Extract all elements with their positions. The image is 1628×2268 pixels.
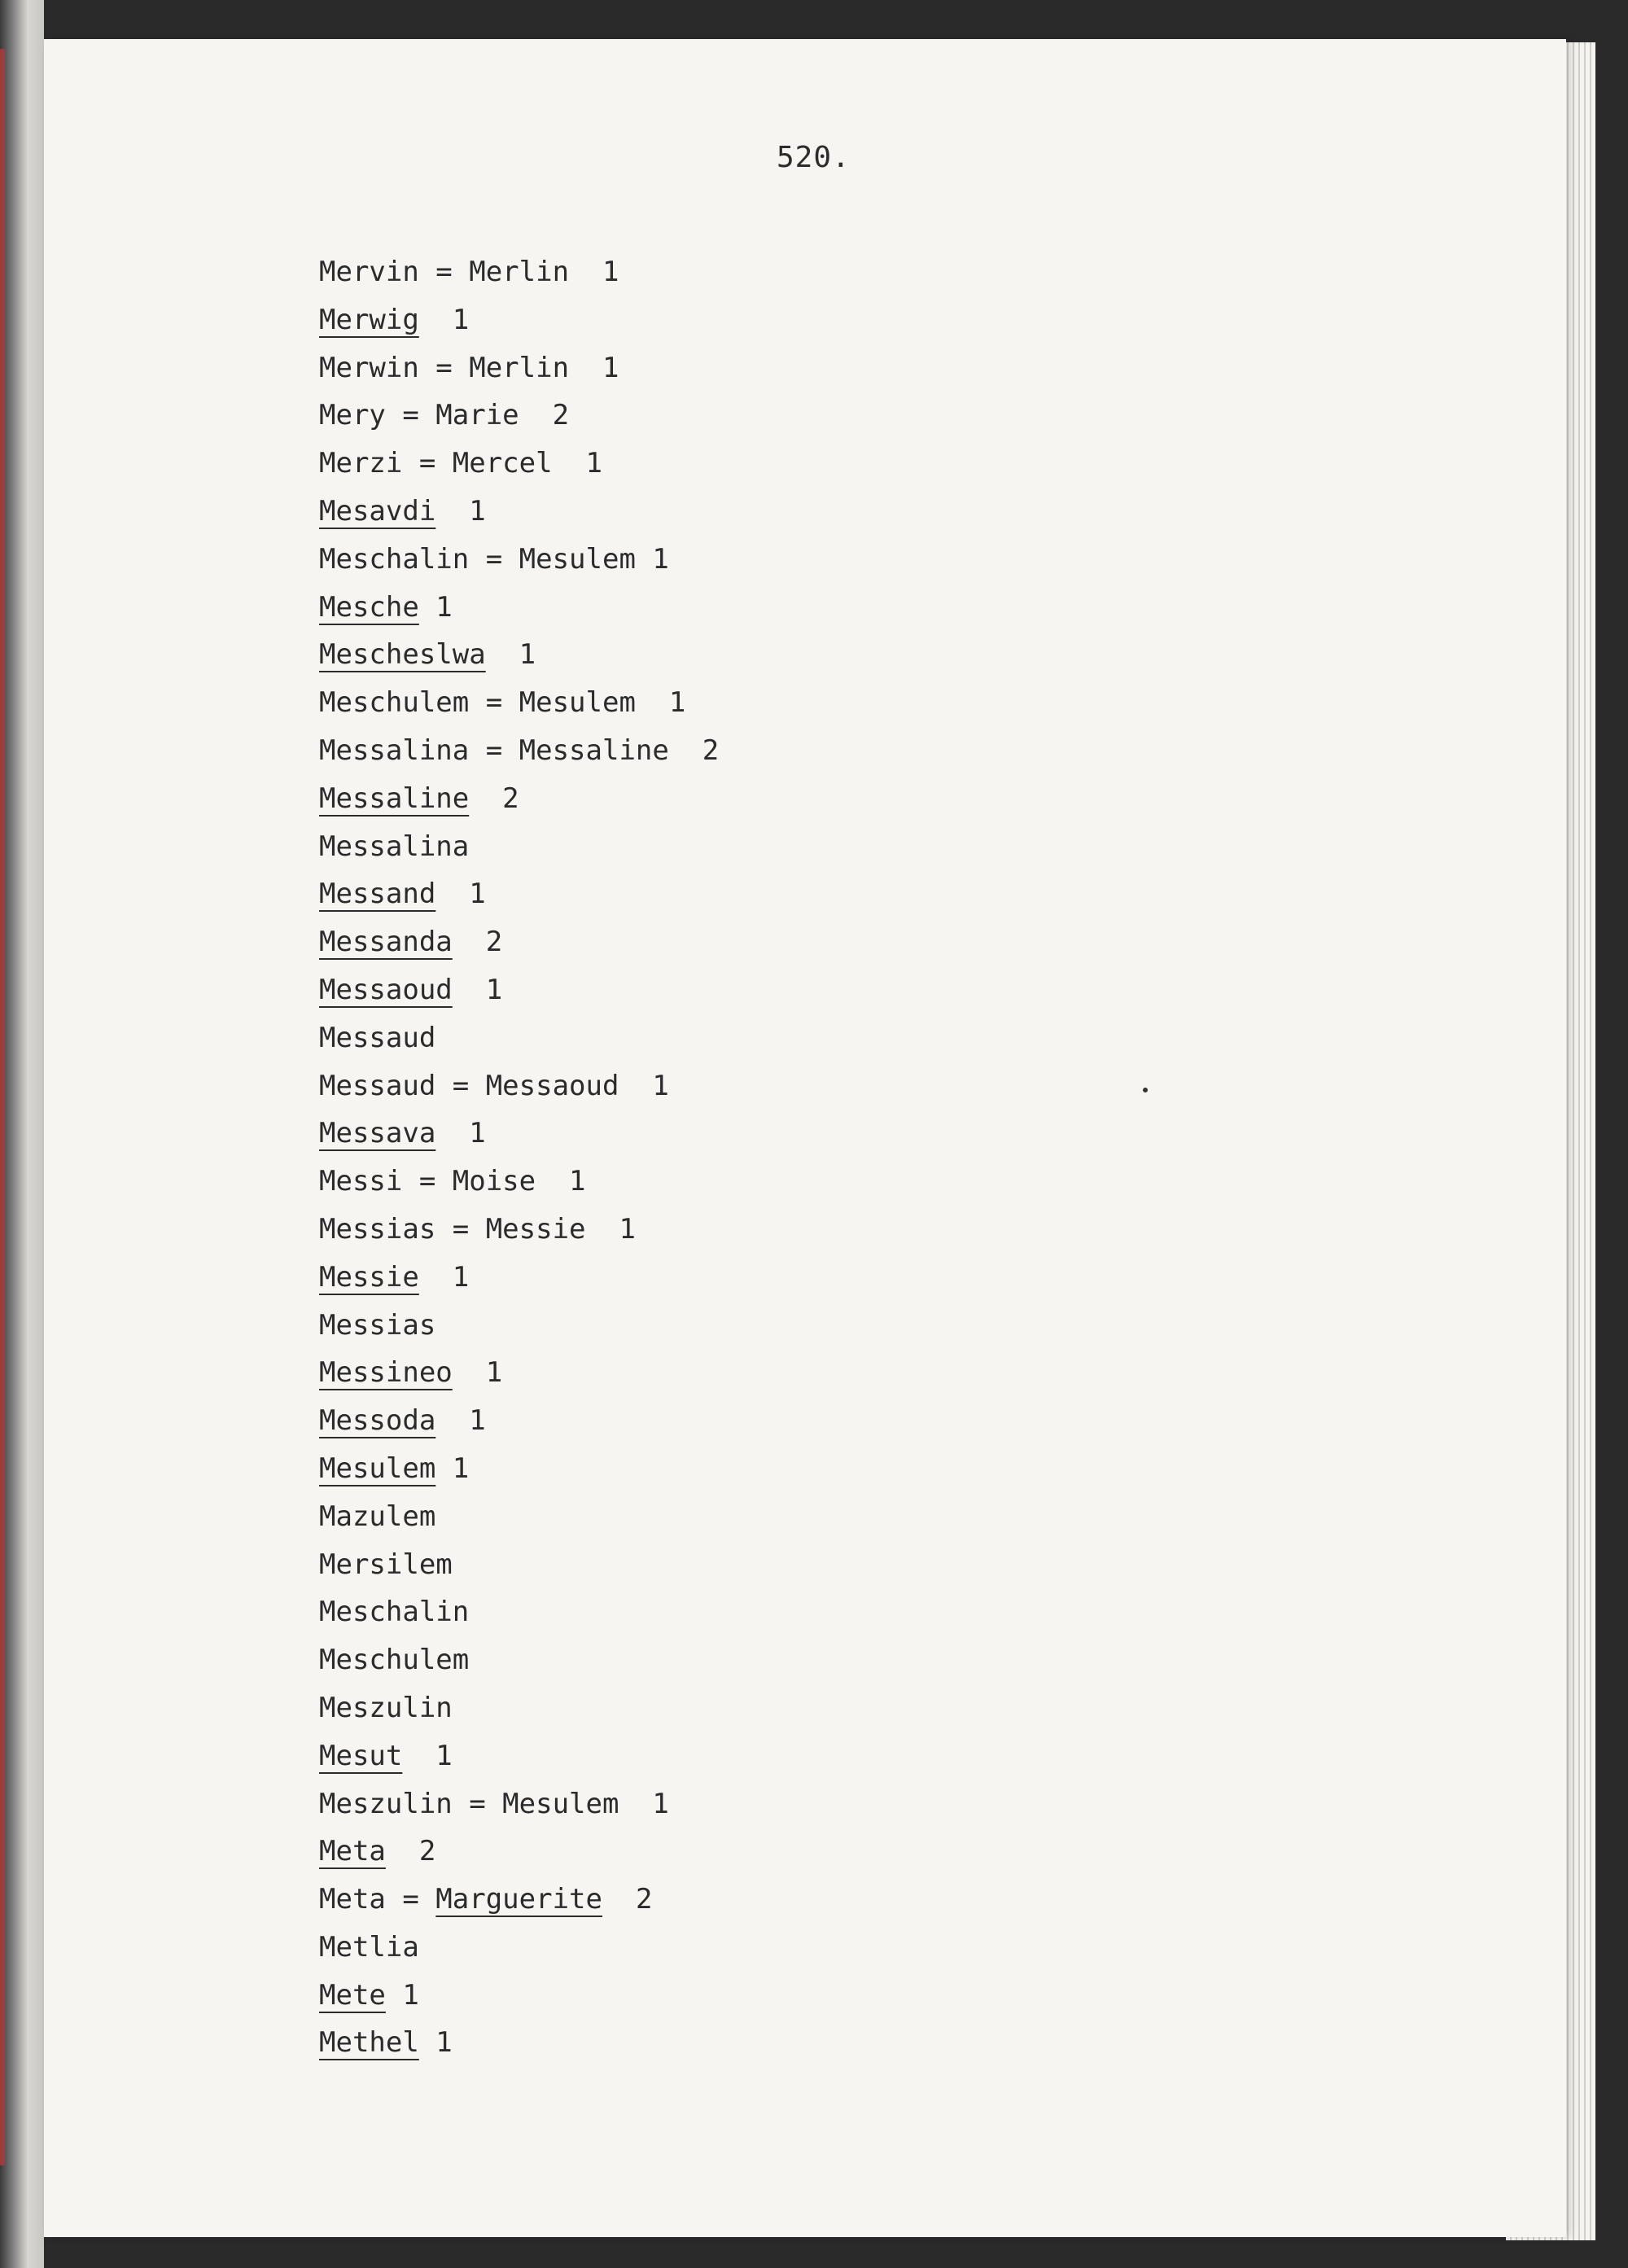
index-entry <box>319 685 719 733</box>
entry-text: 1 <box>435 1117 486 1150</box>
underlined-name: Mesavdi <box>319 494 436 528</box>
entry-text: Mersilem <box>319 1548 453 1581</box>
index-entry <box>319 1020 719 1068</box>
entry-text: Messias <box>319 1308 436 1342</box>
underlined-name: Messaoud <box>319 973 453 1006</box>
entry-text: Meta = <box>319 1883 436 1916</box>
index-entry <box>319 1163 719 1211</box>
underlined-name: Methel <box>319 2026 419 2060</box>
entry-text: 1 <box>402 1739 453 1772</box>
entry-text: 1 <box>418 1260 470 1294</box>
index-entry <box>319 1068 719 1116</box>
entry-text: 2 <box>385 1835 436 1868</box>
index-entry <box>319 445 719 493</box>
underlined-name: Messineo <box>319 1356 453 1390</box>
underlined-name: Messava <box>319 1117 436 1150</box>
index-entry <box>319 1881 719 1929</box>
index-entry <box>319 1833 719 1881</box>
underlined-name: Marguerite <box>435 1883 602 1916</box>
entry-text: Metlia <box>319 1930 419 1964</box>
entry-text: 1 <box>418 590 453 624</box>
index-entry <box>319 1499 719 1547</box>
index-entry <box>319 733 719 781</box>
entry-text: 1 <box>435 878 486 911</box>
entry-text: Messalina <box>319 830 470 863</box>
index-entry <box>319 1307 719 1355</box>
entry-text: Meszulin = Mesulem 1 <box>319 1787 669 1820</box>
index-entry <box>319 2025 719 2073</box>
entry-text: 1 <box>435 1404 486 1438</box>
entry-text: Mazulem <box>319 1500 436 1533</box>
index-entry <box>319 1929 719 1977</box>
underlined-name: Mesut <box>319 1739 403 1772</box>
index-entry <box>319 876 719 924</box>
entry-text: Merzi = Mercel 1 <box>319 447 602 480</box>
index-entry <box>319 924 719 972</box>
entry-text: Meszulin <box>319 1691 453 1724</box>
entry-text: Merwin = Merlin 1 <box>319 351 619 384</box>
index-entry <box>319 1977 719 2025</box>
entry-text: 1 <box>435 494 486 528</box>
underlined-name: Messoda <box>319 1404 436 1438</box>
entry-text: Meschalin = Mesulem 1 <box>319 542 669 576</box>
index-entry <box>319 541 719 589</box>
entry-text: 1 <box>385 1978 419 2012</box>
facing-page-edge <box>0 0 44 2268</box>
index-entry <box>319 350 719 398</box>
underlined-name: Mescheslwa <box>319 638 486 672</box>
underlined-name: Meta <box>319 1835 386 1868</box>
entry-text: 2 <box>602 1883 653 1916</box>
underlined-name: Messanda <box>319 926 453 959</box>
underlined-name: Messaline <box>319 782 470 815</box>
index-entry <box>319 1211 719 1259</box>
index-entry <box>319 1259 719 1307</box>
entry-text: Meschulem <box>319 1644 470 1677</box>
index-entry <box>319 781 719 829</box>
page-number: 520. <box>777 141 851 174</box>
underlined-name: Messand <box>319 878 436 911</box>
index-entry <box>319 1786 719 1834</box>
entry-text: 1 <box>418 303 470 336</box>
entry-text: 1 <box>435 1451 470 1485</box>
ink-dot <box>1143 1088 1148 1092</box>
entry-text: 2 <box>469 782 519 815</box>
index-entry <box>319 1594 719 1642</box>
entry-text: Messi = Moise 1 <box>319 1165 586 1198</box>
index-entry <box>319 302 719 350</box>
index-entry <box>319 493 719 541</box>
index-entry <box>319 1690 719 1738</box>
index-entry <box>319 1738 719 1786</box>
underlined-name: Mesulem <box>319 1451 436 1485</box>
entry-text: Messaud <box>319 1021 436 1054</box>
index-entry <box>319 1642 719 1690</box>
entry-text: Meschulem = Mesulem 1 <box>319 686 686 720</box>
entry-text: Messalina = Messaline 2 <box>319 733 720 767</box>
underlined-name: Mete <box>319 1978 386 2012</box>
index-entry <box>319 254 719 302</box>
entry-text: Meschalin <box>319 1596 470 1629</box>
entry-text: 1 <box>452 973 503 1006</box>
entry-text: 1 <box>418 2026 453 2060</box>
index-entry <box>319 397 719 445</box>
index-entry <box>319 1547 719 1595</box>
index-entry <box>319 1451 719 1499</box>
entry-text: 2 <box>452 926 503 959</box>
index-entry <box>319 1115 719 1163</box>
index-entry <box>319 1403 719 1451</box>
entry-text: Mervin = Merlin 1 <box>319 256 619 288</box>
underlined-name: Merwig <box>319 303 419 336</box>
index-entry <box>319 637 719 685</box>
index-entry <box>319 589 719 637</box>
entry-text: 1 <box>452 1356 503 1390</box>
index-entry <box>319 829 719 877</box>
underlined-name: Messie <box>319 1260 419 1294</box>
entry-text: Messias = Messie 1 <box>319 1212 636 1246</box>
document-page <box>44 39 1566 2237</box>
name-index-list <box>319 254 719 2073</box>
entry-text: Messaud = Messaoud 1 <box>319 1069 669 1102</box>
index-entry <box>319 972 719 1020</box>
entry-text: Mery = Marie 2 <box>319 399 570 432</box>
binding-edge <box>0 49 5 2165</box>
entry-text: 1 <box>485 638 536 672</box>
index-entry <box>319 1355 719 1403</box>
underlined-name: Mesche <box>319 590 419 624</box>
